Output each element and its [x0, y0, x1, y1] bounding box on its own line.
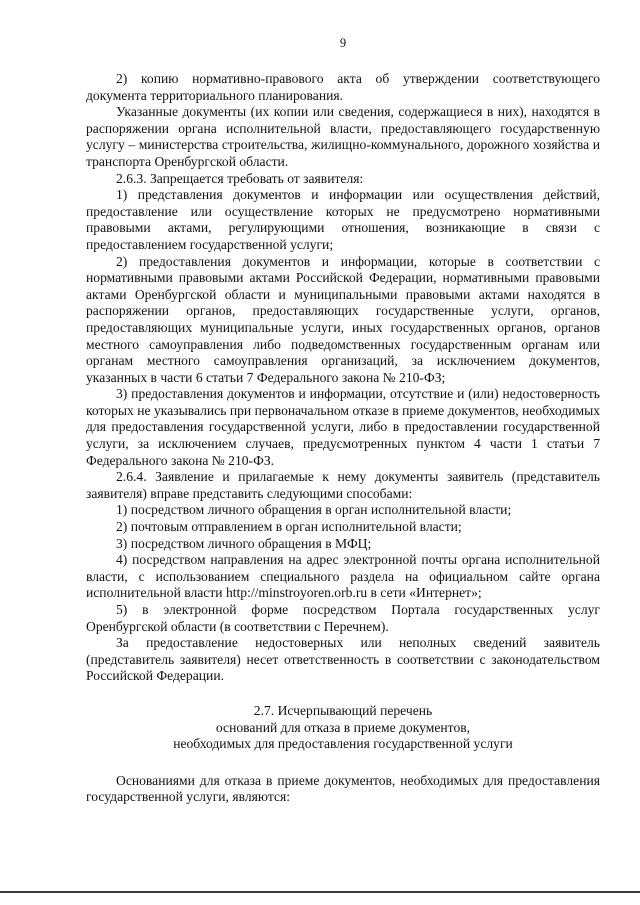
paragraph-item-2-territorial-plan: 2) копию нормативно-правового акта об утверждении соответствующего документа территориального планирования. [86, 71, 600, 103]
page-bottom-divider [0, 891, 640, 893]
list-item: 2) почтовым отправлением в орган исполнительной власти; [116, 519, 462, 535]
section-heading-2-7 [86, 703, 600, 753]
section-heading-line: оснований для отказа в приеме документов, [215, 719, 471, 735]
paragraph-2-6-4: 2.6.4. Заявление и прилагаемые к нему документы заявитель (представитель заявителя) вправе представить следующими способами: [86, 469, 600, 501]
list-item: 2) предоставления документов и информации, которые в соответствии с нормативными правовыми актами Российской Федерации, нормативными правовыми актами Оренбургской области и муниципальными правовыми актами находятся в распоряжении органов, предоставляющих государственные услуги, органов, предоставляющих муниципальные услуги, иных государственных органов, органов местного самоуправления либо подведомственных государственным органам или органам местного самоуправления организаций, за исключением документов, указанных в части 6 статьи 7 Федерального закона № 210-ФЗ; [86, 253, 600, 385]
paragraph-liability: За предоставление недостоверных или неполных сведений заявитель (представитель заявителя) несет ответственность в соответствии с законодательством Российской Федерации. [86, 635, 600, 684]
list-item: 3) предоставления документов и информации, отсутствие и (или) недостоверность которых не указывались при первоначальном отказе в приеме документов, необходимых для предоставления государственной услуги, либо в предоставлении государственной услуги, за исключением случаев, предусмотренных пунктом 4 части 1 статьи 7 Федерального закона № 210-ФЗ. [86, 386, 600, 468]
list-item: 3) посредством личного обращения в МФЦ; [116, 535, 372, 551]
document-body [86, 71, 600, 806]
paragraph-refusal-grounds: Основаниями для отказа в приеме документов, необходимых для предоставления государственной услуги, являются: [86, 772, 600, 805]
section-heading-line: 2.7. Исчерпывающий перечень [253, 702, 433, 718]
paragraph-2-6-3: 2.6.3. Запрещается требовать от заявителя: [116, 170, 364, 186]
list-item: 5) в электронной форме посредством Портала государственных услуг Оренбургской области (в соответствии с Перечнем). [86, 602, 600, 634]
list-item: 4) посредством направления на адрес электронной почты органа исполнительной власти, с использованием специального раздела на официальном сайте органа исполнительной власти http://minstroyoren.orb.ru в сети «Интернет»; [86, 552, 600, 601]
page-number: 9 [339, 36, 347, 50]
paragraph-documents-held: Указанные документы (их копии или сведения, содержащиеся в них), находятся в распоряжении органа исполнительной власти, предоставляющего государственную услугу – министерства строительства, жилищно-коммунального, дорожного хозяйства и транспорта Оренбургской области. [86, 104, 600, 169]
list-item: 1) представления документов и информации или осуществления действий, предоставление или осуществление которых не предусмотрено нормативными правовыми актами, регулирующими отношения, возникающие в связи с предоставлением государственной услуги; [86, 187, 600, 252]
section-heading-line: необходимых для предоставления государственной услуги [173, 736, 513, 752]
list-item: 1) посредством личного обращения в орган исполнительной власти; [116, 502, 512, 518]
